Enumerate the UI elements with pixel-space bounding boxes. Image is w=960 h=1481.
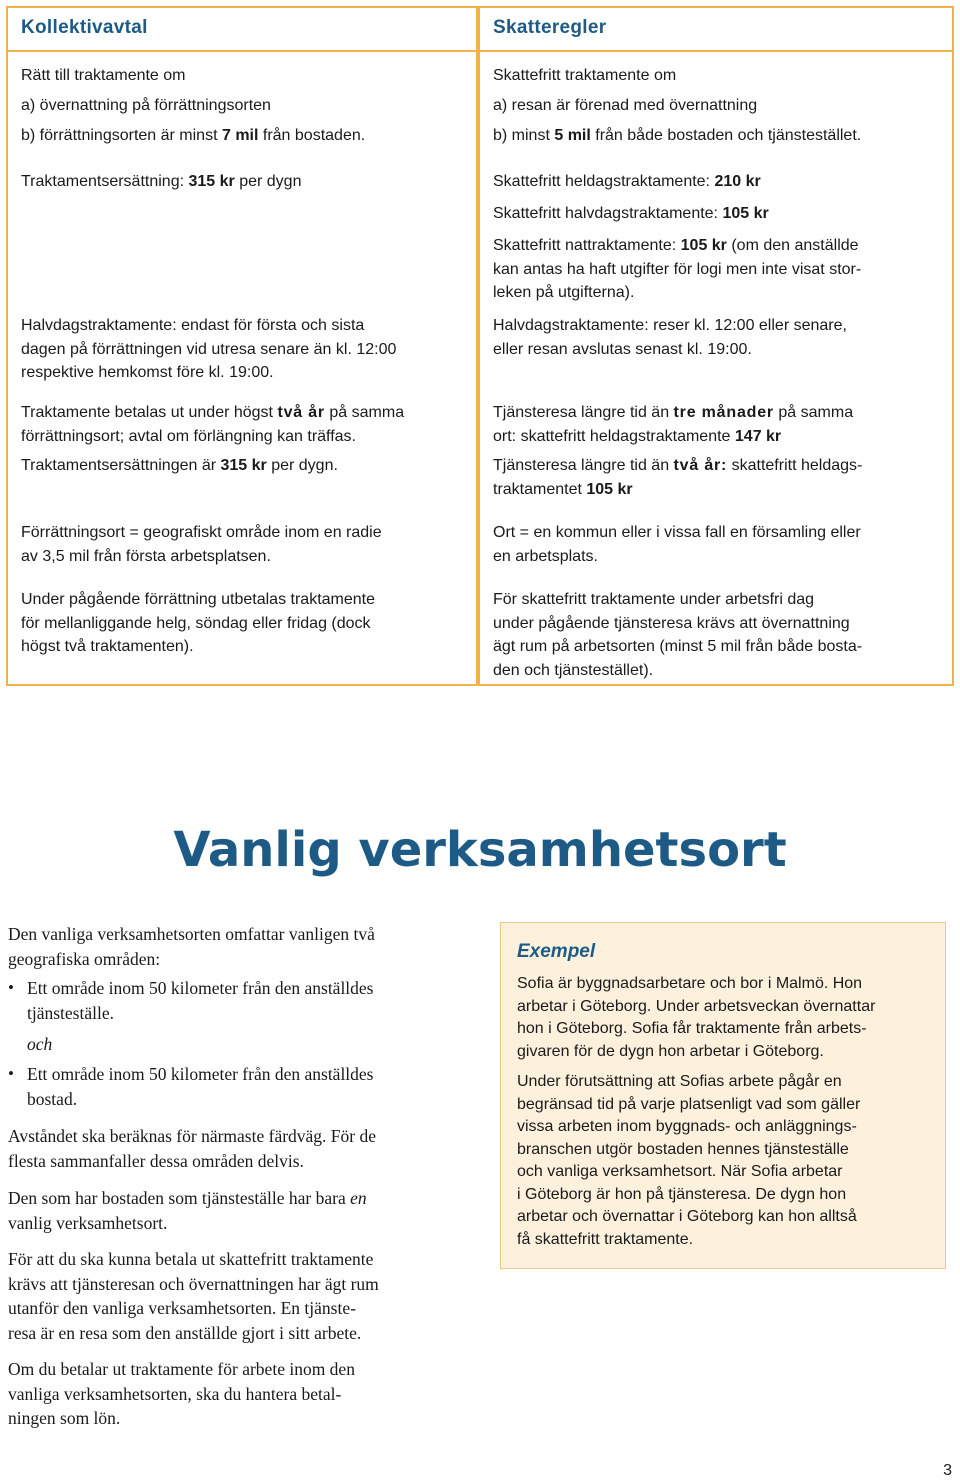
- tax-rules-title: Skatteregler: [493, 17, 607, 38]
- bullet-2: •: [8, 1064, 14, 1083]
- bullet-1: •: [8, 978, 14, 997]
- left-p9: Under pågående förrättning utbetalas traktamente för mellanliggande helg, söndag eller fridag (dock högst två traktamenten).: [21, 591, 376, 655]
- body-och: och: [27, 1034, 53, 1054]
- right-p10: Ort = en kommun eller i vissa fall en församling eller en arbetsplats.: [493, 524, 861, 565]
- right-p2: a) resan är förenad med övernattning: [493, 97, 758, 114]
- right-p8: Tjänsteresa längre tid än tre månader på samma ort: skattefritt heldagstraktamente 147 kr: [493, 404, 854, 445]
- right-p5: Skattefritt halvdagstraktamente: 105 kr: [493, 205, 769, 222]
- right-p6: Skattefritt nattraktamente: 105 kr (om den anställde kan antas ha haft utgifter för logi men inte visat stor- leken på utgifterna).: [493, 237, 862, 301]
- collective-agreement-header: [8, 8, 476, 52]
- example-box: [500, 922, 946, 1269]
- example-p1: Sofia är byggnadsarbetare och bor i Malmö. Hon arbetar i Göteborg. Under arbetsveckan övernattar hon i Göteborg. Sofia får traktamente från arbets- givaren för de dygn hon arbetar i Göteborg.: [517, 975, 876, 1060]
- right-p4: Skattefritt heldagstraktamente: 210 kr: [493, 173, 761, 190]
- body-p1: Den vanliga verksamhetsorten omfattar vanligen två geografiska områden:: [8, 924, 375, 969]
- body-p4: För att du ska kunna betala ut skattefritt traktamente krävs att tjänsteresan och övernattningen har ägt rum utanför den vanliga verksamhetsorten. En tjänste- resa är en resa som den anställde gjort i sitt arbete.: [8, 1249, 379, 1343]
- collective-agreement-box: [6, 6, 478, 686]
- left-p2: a) övernattning på förrättningsorten: [21, 97, 271, 114]
- right-p1: Skattefritt traktamente om: [493, 67, 677, 84]
- left-p3: b) förrättningsorten är minst 7 mil från bostaden.: [21, 127, 366, 144]
- example-title: Exempel: [517, 941, 596, 962]
- right-p9: Tjänsteresa längre tid än två år: skattefritt heldags- traktamentet 105 kr: [493, 457, 863, 498]
- page-number: 3: [943, 1462, 952, 1479]
- left-p5: Halvdagstraktamente: endast för första och sista dagen på förrättningen vid utresa senare än kl. 12:00 respektive hemkomst före kl. 19:00.: [21, 317, 397, 381]
- tax-rules-header: [480, 8, 952, 52]
- right-p3: b) minst 5 mil från både bostaden och tjänstestället.: [493, 127, 862, 144]
- section-title: Vanlig verksamhetsort: [173, 822, 787, 878]
- left-p7: Traktamentsersättningen är 315 kr per dygn.: [21, 457, 338, 474]
- example-p2: Under förutsättning att Sofias arbete pågår en begränsad tid på varje platsenligt vad som gäller vissa arbeten inom byggnads- och anläggnings- branschen utgör bostaden hennes tjänsteställe och vanliga verksamhetsort. När Sofia arbetar i Göteborg är hon på tjänsteresa. De dygn hon arbetar och övernattar i Göteborg kan hon alltså få skattefritt traktamente.: [517, 1073, 861, 1248]
- tax-rules-box: [478, 6, 954, 686]
- body-p2: Avståndet ska beräknas för närmaste färdväg. För de flesta sammanfaller dessa områden delvis.: [8, 1126, 377, 1171]
- body-p3: Den som har bostaden som tjänsteställe har bara en vanlig verksamhetsort.: [8, 1188, 367, 1233]
- body-bullet-2-text: Ett område inom 50 kilometer från den anställdes bostad.: [27, 1064, 374, 1109]
- right-p7: Halvdagstraktamente: reser kl. 12:00 eller senare, eller resan avslutas senast kl. 19:00.: [493, 317, 847, 358]
- collective-agreement-title: Kollektivavtal: [21, 17, 148, 38]
- body-bullet-1-text: Ett område inom 50 kilometer från den anställdes tjänsteställe.: [27, 978, 374, 1023]
- right-p11: För skattefritt traktamente under arbetsfri dag under pågående tjänsteresa krävs att övernattning ägt rum på arbetsorten (minst 5 mil från både bosta- den och tjänstestället).: [493, 591, 863, 679]
- left-p4: Traktamentsersättning: 315 kr per dygn: [21, 173, 302, 190]
- left-p6: Traktamente betalas ut under högst två år på samma förrättningsort; avtal om förlängning kan träffas.: [21, 404, 405, 445]
- left-p8: Förrättningsort = geografiskt område inom en radie av 3,5 mil från första arbetsplatsen.: [21, 524, 382, 565]
- left-p1: Rätt till traktamente om: [21, 67, 186, 84]
- body-p5: Om du betalar ut traktamente för arbete inom den vanliga verksamhetsorten, ska du hantera betal- ningen som lön.: [8, 1359, 355, 1428]
